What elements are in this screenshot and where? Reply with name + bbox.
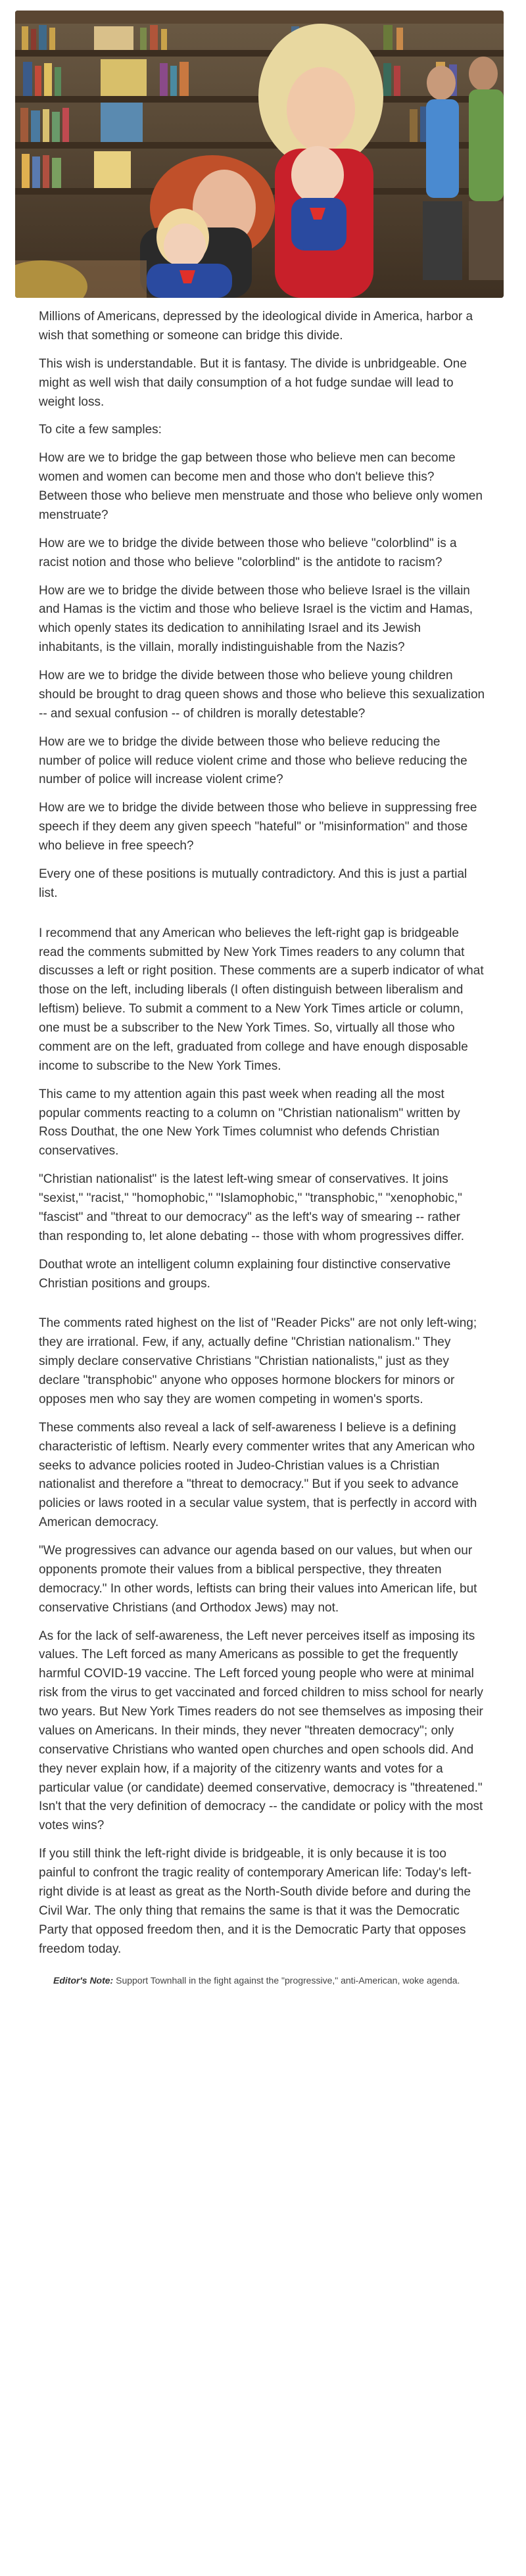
paragraph: I recommend that any American who believes the left-right gap is bridgeable read the comments submitted by New York Times readers to any column that discusses a left or right position. These comments are a superb indicator of what those on the left, including liberals (I often distinguish between liberalism and leftism) believe. To submit a comment to a New York Times article or column, one must be a subscriber to the New York Times. So, virtually all those who comment are on the left, graduated from college and have enough disposable income to subscribe to the New York Times. <box>39 926 484 1073</box>
paragraph: Millions of Americans, depressed by the ideological divide in America, harbor a wish that something or someone can bridge this divide. <box>39 310 473 343</box>
paragraph: As for the lack of self-awareness, the Left never perceives itself as imposing its values. The Left forced as many Americans as possible to get the frequently harmful COVID-19 vaccine. The Left forced young people who were at minimal risk from the virus to get vaccinated and forced children to miss school for nearly two years. But New York Times readers do not see themselves as imposing their values on Americans. In their minds, they never "threaten democracy"; only conservative Christians who wanted open churches and open schools did. And they never explain how, if a majority of the citizenry wants and votes for a particular value (or candidate) deemed conservative, democracy is "threatened." Isn't that the very definition of democracy -- the candidate or policy with the most votes wins? <box>39 1629 483 1833</box>
paragraph: The comments rated highest on the list of "Reader Picks" are not only left-wing; they are irrational. Few, if any, actually define "Christian nationalism." They simply declare conservative Christians "Christian nationalists," just as they declare "transphobic" anyone who opposes hormone blockers for minors or opposes men who say they are women competing in women's sports. <box>39 1316 477 1406</box>
paragraph: How are we to bridge the divide between those who believe reducing the number of police will reduce violent crime and those who believe reducing the number of police will increase violent crime? <box>39 734 467 787</box>
hero-image <box>15 11 504 298</box>
paragraph: How are we to bridge the divide between those who believe "colorblind" is a racist notion and those who believe "colorblind" is the antidote to racism? <box>39 536 457 569</box>
paragraph: How are we to bridge the gap between those who believe men can become women and women can become men and those who don't believe this? Between those who believe men menstruate and those who believe only women menstruate? <box>39 451 483 522</box>
paragraph: To cite a few samples: <box>39 423 162 437</box>
editor-note <box>53 1973 486 1988</box>
article-body <box>39 308 486 1988</box>
paragraph: If you still think the left-right divide is bridgeable, it is only because it is too painful to confront the tragic reality of contemporary American life: Today's left-right divide is at least as great as the North-South divide before and during the Civil War. The only thing that remains the same is that it was the Democratic Party that opposed freedom then, and it is the Democratic Party that opposes freedom today. <box>39 1847 472 1956</box>
paragraph: These comments also reveal a lack of self-awareness I believe is a defining characteristic of leftism. Nearly every commenter writes that any American who seeks to advance policies rooted in Judeo-Christian values is a Christian nationalist and therefore a "threat to democracy." But if you seek to advance policies or laws rooted in a secular value system, that is perfectly in accord with American democracy. <box>39 1420 477 1530</box>
paragraph: Douthat wrote an intelligent column explaining four distinctive conservative Christian positions and groups. <box>39 1257 451 1291</box>
paragraph: How are we to bridge the divide between those who believe young children should be brought to drag queen shows and those who believe this sexualization -- and sexual confusion -- of children is morally detestable? <box>39 669 485 721</box>
editor-note-label: Editor's Note: <box>53 1975 114 1986</box>
paragraph: This wish is understandable. But it is fantasy. The divide is unbridgeable. One might as well wish that daily consumption of a hot fudge sundae will lead to weight loss. <box>39 356 467 409</box>
editor-note-text: Support Townhall in the fight against the "progressive," anti-American, woke agenda. <box>113 1975 460 1986</box>
paragraph: How are we to bridge the divide between those who believe in suppressing free speech if they deem any given speech "hateful" or "misinformation" and those who believe in free speech? <box>39 801 477 853</box>
paragraph: "Christian nationalist" is the latest left-wing smear of conservatives. It joins "sexist," "racist," "homophobic," "Islamophobic," "transphobic," "xenophobic," "fascist" and "threat to our democracy" as the left's way of smearing -- rather than responding to, let alone debating -- those with whom progressives differ. <box>39 1172 465 1243</box>
paragraph: How are we to bridge the divide between those who believe Israel is the villain and Hamas is the victim and those who believe Israel is the victim and Hamas, which openly states its dedication to annihilating Israel and its Jewish inhabitants, is the villain, morally indistinguishable from the Nazis? <box>39 583 473 655</box>
paragraph: This came to my attention again this past week when reading all the most popular comments reacting to a column on "Christian nationalism" written by Ross Douthat, the one New York Times columnist who defends Christian conservatives. <box>39 1087 460 1158</box>
paragraph: "We progressives can advance our agenda based on our values, but when our opponents promote their values from a biblical perspective, they threaten democracy." In other words, leftists can bring their values into American life, but conservative Christians (and Orthodox Jews) may not. <box>39 1544 477 1615</box>
paragraph: Every one of these positions is mutually contradictory. And this is just a partial list. <box>39 867 467 900</box>
table <box>15 260 147 298</box>
